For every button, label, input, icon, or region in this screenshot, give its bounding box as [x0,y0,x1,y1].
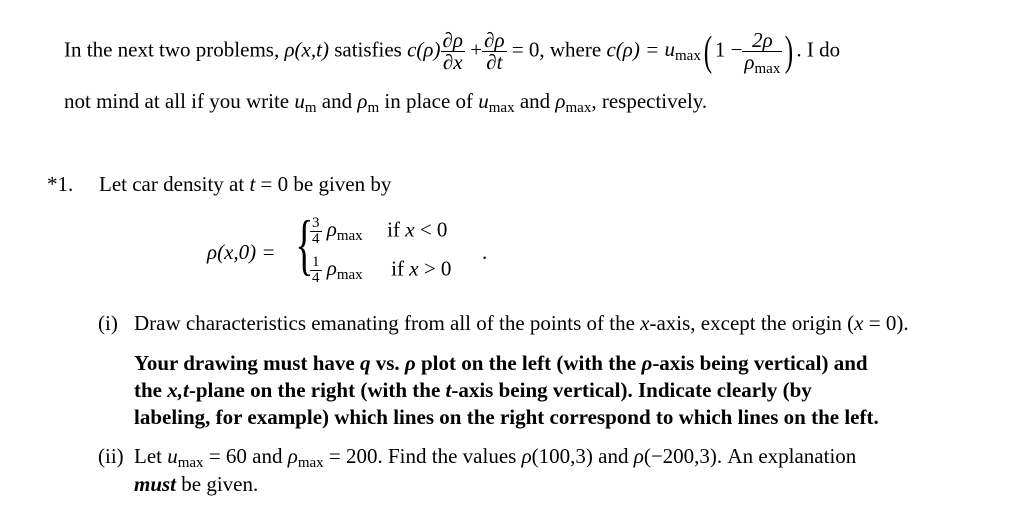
rho-xt: ρ(x,t) [284,37,329,62]
problem-1-statement [47,172,391,197]
u-max: umax [664,37,701,65]
c-rho-def: c(ρ) = [606,37,660,62]
problem-marker: *1. [47,172,74,196]
u-max-2: umax [478,89,515,116]
case-1-x: x [405,217,415,242]
q-var: q [359,351,371,375]
be-given-text: be given. [181,472,259,496]
partial-rho-t-fraction: $\frac{\partial\rho}{\partial t}$ [484,28,505,74]
and-text-1: and [321,89,353,113]
problem-text: Let car density at [99,172,245,196]
in-place-of-text: in place of [384,89,474,113]
two-rho-fraction: $\frac{2\rho}{\rho\max}$ [744,28,781,77]
intro-line-2-text: not mind at all if you write [64,89,290,113]
case-2-rho-max: ρmax [326,256,363,284]
part-i-label: (i) [98,311,118,335]
u-max-ii: umax [167,444,204,471]
case-1-relation: < 0 [419,217,448,242]
plus-sign: + [470,37,483,62]
rho-m: ρm [357,89,380,116]
piecewise-period: . [482,240,488,264]
rho-max-2: ρmax [555,89,592,116]
part-i-bold-line-1: Your drawing must have q vs. ρ plot on the left (with the ρ-axis being vertical) and [134,351,868,375]
rho-value-2: ρ [633,444,644,468]
part-i-text-a: Draw characteristics emanating from all of the points of the [134,311,635,335]
piecewise-lhs: ρ(x,0) = [207,240,276,264]
case-2-relation: > 0 [423,256,452,281]
x-eq-var: x [854,311,864,335]
part-i-bold-line-3: labeling, for example) which lines on the right correspond to which lines on the left. [134,405,879,429]
left-paren: ( [703,28,713,75]
case-1 [310,216,447,247]
partial-rho-x-fraction: $\frac{\partial\rho}{\partial x}$ [442,28,463,74]
intro-line-1 [64,28,841,77]
part-ii-label: (ii) [98,444,124,468]
case-1-if: if [387,217,400,242]
where-text: , where [539,37,602,62]
t-variable: t [249,172,256,196]
part-ii-line-1 [98,444,856,469]
right-paren: ) [785,28,794,75]
case-1-rho-max: ρmax [326,217,363,245]
i-do-text: . I do [796,37,841,62]
part-i-bold-line-2: the x,t-plane on the right (with the t-axis being vertical). Indicate clearly (by [134,378,812,402]
let-text: Let [134,444,162,468]
eq-200: = 200. Find the values [323,444,517,468]
eq-60: = 60 and [203,444,283,468]
part-i-line [98,311,909,336]
part-i-text-b: -axis, except the origin ( [649,311,855,335]
u-m: um [294,89,317,116]
rho-var-2: ρ [641,351,653,375]
t-var: t [445,378,452,402]
value-2: (−200,3). An explanation [643,444,857,468]
x-axis-var: x [640,311,650,335]
one-minus: 1 − [714,37,743,62]
case-2-if: if [391,256,404,281]
intro-text: In the next two problems, [64,37,280,62]
respectively-text: , respectively. [591,89,708,113]
three-quarters-fraction: $\frac{3}{4}$ [312,215,320,247]
rho-var: ρ [404,351,416,375]
one-quarter-fraction: $\frac{1}{4}$ [312,254,320,286]
equals-zero-text: = 0 be given by [255,172,392,196]
part-ii-line-2 [134,472,258,497]
rho-value-1: ρ [521,444,532,468]
satisfies-text: satisfies [334,37,402,62]
case-2-x: x [409,256,419,281]
equals-zero: = 0 [511,37,540,62]
c-rho: c(ρ) [407,37,441,62]
rho-max-ii: ρmax [287,444,324,471]
value-1: (100,3) and [531,444,629,468]
intro-line-2 [64,89,707,114]
piecewise-brace: { [295,206,314,282]
case-2 [310,255,451,286]
and-text-2: and [519,89,551,113]
must-emphasis: must [134,472,177,496]
xt-var: x,t [167,378,189,402]
part-i-text-c: = 0). [863,311,909,335]
